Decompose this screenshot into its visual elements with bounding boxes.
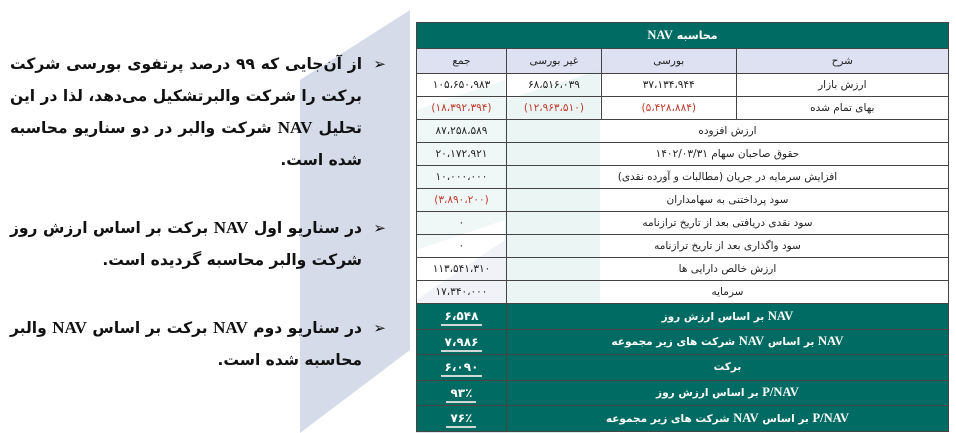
result-row: NAV بر اساس NAV شرکت های زیر مجموعه ۷،۹۸۶	[417, 329, 949, 355]
header-description: شرح	[736, 49, 948, 74]
table-row: سود نقدی دریافتی بعد از تاریخ ترازنامه ۰	[417, 212, 949, 235]
bullet-item: ➢ در سناریو دوم NAV برکت بر اساس NAV والبر محاسبه شده است.	[10, 312, 390, 376]
arrowhead-right-icon: ➢	[373, 319, 386, 337]
arrowhead-right-icon: ➢	[373, 55, 386, 73]
table-title-row	[417, 23, 949, 49]
bullet-item: ➢ در سناریو اول NAV برکت بر اساس ارزش روز شرکت والبر محاسبه گردیده است.	[10, 212, 390, 276]
result-row: NAV بر اساس ارزش روز ۶،۵۴۸	[417, 304, 949, 330]
table-row: سود واگذاری بعد از تاریخ ترازنامه ۰	[417, 235, 949, 258]
table-row: سود پرداختنی به سهامداران (۳،۸۹۰،۲۰۰)	[417, 189, 949, 212]
table-row: ارزش بازار ۳۷،۱۳۴،۹۴۴ ۶۸،۵۱۶،۰۳۹ ۱۰۵،۶۵۰،۹۸۳	[417, 74, 949, 97]
table-row: سرمایه ۱۷،۳۴۰،۰۰۰	[417, 281, 949, 304]
table-title: محاسبه NAV	[417, 23, 949, 49]
result-row: P/NAV بر اساس NAV شرکت های زیر مجموعه ۷۶٪	[417, 406, 949, 432]
table-row: افزایش سرمایه در جریان (مطالبات و آورده نقدی) ۱۰،۰۰۰،۰۰۰	[417, 166, 949, 189]
table-row: ارزش افزوده ۸۷،۲۵۸،۵۸۹	[417, 120, 949, 143]
header-non-bourse: غیر بورسی	[506, 49, 601, 74]
result-row: P/NAV بر اساس ارزش روز ۹۳٪	[417, 380, 949, 406]
header-total: جمع	[417, 49, 507, 74]
result-row: برکت ۶،۰۹۰	[417, 355, 949, 381]
bullet-item: ➢ از آن‌جایی که ۹۹ درصد پرتفوی بورسی شرکت برکت را شرکت والبرتشکیل می‌دهد، لذا در این تحلیل NAV شرکت والبر در دو سناریو محاسبه شده است.	[10, 48, 390, 176]
nav-calculation-table	[416, 22, 949, 432]
bullet-list	[10, 48, 390, 412]
table-row: حقوق صاحبان سهام ۱۴۰۲/۰۳/۳۱ ۲۰،۱۷۲،۹۲۱	[417, 143, 949, 166]
table-row: ارزش خالص دارایی ها ۱۱۳،۵۴۱،۳۱۰	[417, 258, 949, 281]
arrowhead-right-icon: ➢	[373, 219, 386, 237]
column-header-row	[417, 49, 949, 74]
header-bourse: بورسی	[601, 49, 736, 74]
table-row: بهای تمام شده (۵،۴۲۸،۸۸۴) (۱۲،۹۶۳،۵۱۰) (۱۸،۳۹۲،۳۹۴)	[417, 97, 949, 120]
